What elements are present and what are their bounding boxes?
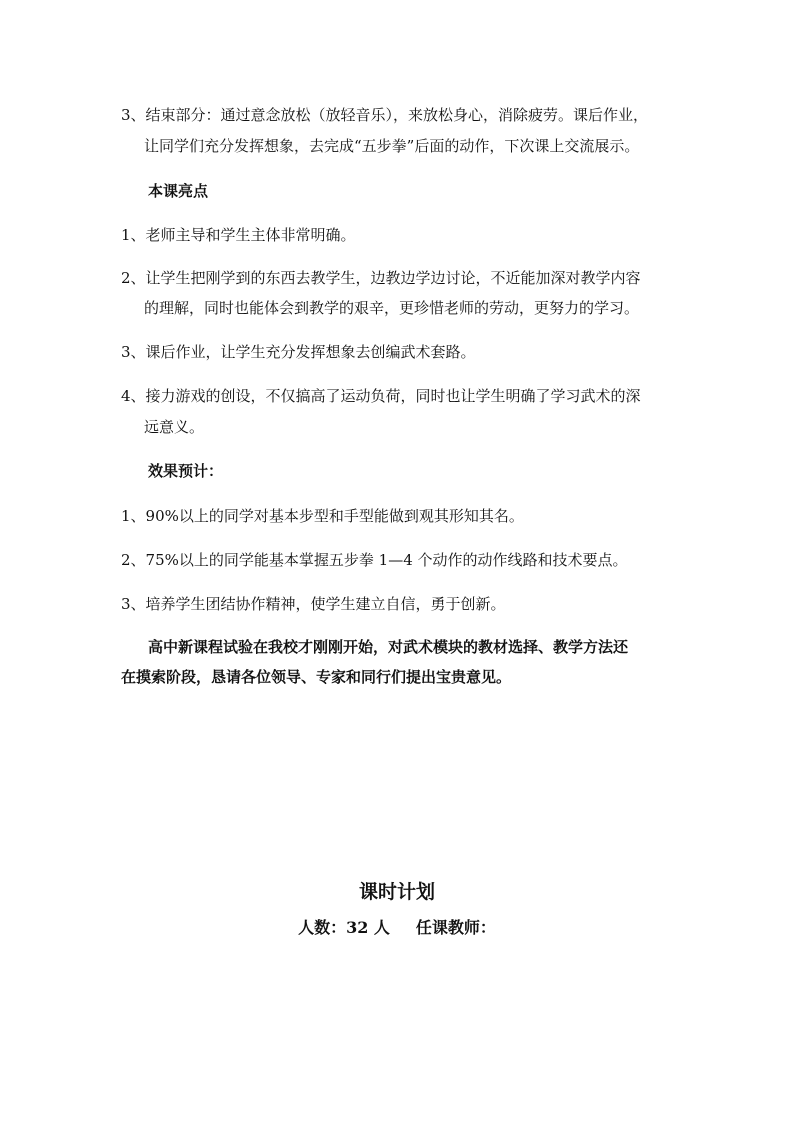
closing-item-3-line-2: 让同学们充分发挥想象，去完成“五步拳”后面的动作，下次课上交流展示。: [144, 137, 640, 155]
lesson-plan-info: [0, 917, 794, 939]
teacher-label: 任课教师：: [415, 918, 496, 937]
highlights-heading: 本课亮点: [148, 182, 209, 200]
highlight-item-2-line-2: 的理解，同时也能体会到教学的艰辛，更珍惜老师的劳动，更努力的学习。: [144, 299, 640, 317]
highlight-item-4-line-2: 远意义。: [144, 418, 205, 436]
closing-item-3-line-1: 3、结束部分：通过意念放松（放轻音乐），来放松身心，消除疲劳。课后作业，: [121, 106, 649, 124]
effect-item-3: 3、培养学生团结协作精神，使学生建立自信，勇于创新。: [121, 595, 506, 613]
highlight-item-1: 1、老师主导和学生主体非常明确。: [121, 226, 356, 244]
students-count-label: 人数：32 人: [298, 918, 390, 937]
effect-item-2: 2、75%以上的同学能基本掌握五步拳 1—4 个动作的动作线路和技术要点。: [121, 551, 628, 569]
conclusion-line-2: 在摸索阶段，恳请各位领导、专家和同行们提出宝贵意见。: [121, 668, 512, 686]
effect-item-1: 1、90%以上的同学对基本步型和手型能做到观其形知其名。: [121, 507, 524, 525]
highlight-item-3: 3、课后作业，让学生充分发挥想象去创编武术套路。: [121, 343, 476, 361]
effects-heading: 效果预计：: [148, 462, 224, 480]
highlight-item-2-line-1: 2、让学生把刚学到的东西去教学生，边教边学边讨论，不近能加深对教学内容: [121, 269, 641, 287]
highlight-item-4-line-1: 4、接力游戏的创设，不仅搞高了运动负荷，同时也让学生明确了学习武术的深: [121, 387, 641, 405]
conclusion-line-1: 高中新课程试验在我校才刚刚开始，对武术模块的教材选择、教学方法还: [148, 638, 629, 656]
lesson-plan-title: 课时计划: [358, 881, 435, 903]
